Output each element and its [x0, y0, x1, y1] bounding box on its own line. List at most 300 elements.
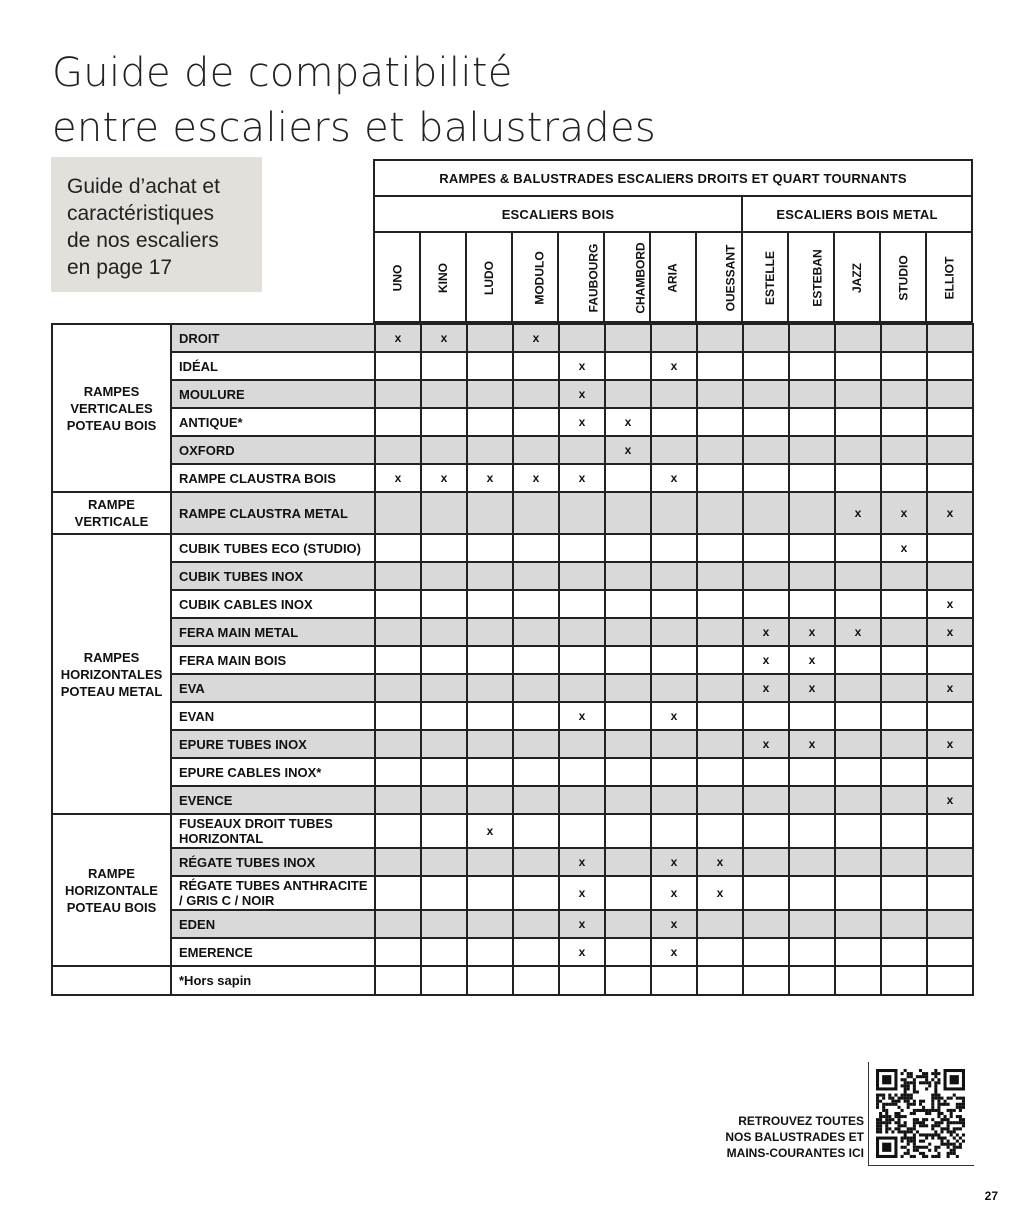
compatibility-cell	[927, 408, 973, 436]
compatibility-cell	[421, 702, 467, 730]
compatibility-cell	[375, 758, 421, 786]
column-header-label: ESTEBAN	[810, 248, 825, 307]
column-header-table	[373, 159, 973, 323]
header-group-metal: ESCALIERS BOIS METAL	[742, 196, 972, 232]
guide-line: de nos escaliers	[67, 229, 219, 252]
compatibility-cell	[375, 590, 421, 618]
compatibility-cell	[697, 408, 743, 436]
compatibility-cell	[605, 702, 651, 730]
compatibility-cell	[467, 938, 513, 966]
compatibility-cell	[697, 646, 743, 674]
compatibility-cell	[835, 910, 881, 938]
compatibility-cell	[651, 786, 697, 814]
compatibility-cell	[697, 464, 743, 492]
compatibility-cell	[467, 534, 513, 562]
qr-code-icon[interactable]	[876, 1069, 965, 1158]
row-label: CUBIK TUBES INOX	[171, 562, 375, 590]
compatibility-cell	[789, 380, 835, 408]
compatibility-cell	[513, 786, 559, 814]
compatibility-cell	[421, 848, 467, 876]
table-row	[52, 702, 973, 730]
compatibility-cell	[835, 848, 881, 876]
compatibility-cell	[605, 730, 651, 758]
compatibility-cell: x	[651, 910, 697, 938]
compatibility-cell	[789, 562, 835, 590]
compatibility-cell	[513, 380, 559, 408]
compatibility-cell	[467, 730, 513, 758]
compatibility-cell	[743, 408, 789, 436]
compatibility-cell: x	[559, 910, 605, 938]
compatibility-cell	[697, 702, 743, 730]
column-header-label: OUESSANT	[723, 244, 738, 311]
footnote-row	[52, 966, 973, 995]
compatibility-cell	[421, 380, 467, 408]
column-header-label: ELLIOT	[942, 256, 957, 299]
compatibility-cell	[743, 534, 789, 562]
empty-cell	[605, 966, 651, 995]
compatibility-cell	[605, 492, 651, 534]
table-row	[52, 730, 973, 758]
empty-cell	[375, 966, 421, 995]
compatibility-cell: x	[927, 618, 973, 646]
empty-cell	[927, 966, 973, 995]
compatibility-cell: x	[789, 618, 835, 646]
compatibility-cell	[789, 352, 835, 380]
qr-caption-line: MAINS-COURANTES ICI	[726, 1146, 864, 1160]
compatibility-cell	[375, 674, 421, 702]
compatibility-cell	[881, 562, 927, 590]
compatibility-cell	[421, 938, 467, 966]
compatibility-cell	[743, 492, 789, 534]
compatibility-cell	[467, 590, 513, 618]
compatibility-cell	[605, 352, 651, 380]
column-header	[742, 232, 788, 322]
compatibility-cell	[421, 408, 467, 436]
compatibility-cell	[375, 730, 421, 758]
column-header	[880, 232, 926, 322]
compatibility-cell: x	[375, 324, 421, 352]
compatibility-cell	[421, 730, 467, 758]
compatibility-cell	[513, 492, 559, 534]
column-header-label: LUDO	[482, 260, 496, 295]
compatibility-cell	[513, 848, 559, 876]
compatibility-cell: x	[559, 352, 605, 380]
compatibility-cell	[651, 814, 697, 848]
compatibility-cell	[927, 758, 973, 786]
compatibility-cell	[835, 876, 881, 910]
compatibility-cell	[467, 380, 513, 408]
compatibility-cell	[559, 590, 605, 618]
compatibility-cell: x	[651, 702, 697, 730]
row-label: EVAN	[171, 702, 375, 730]
compatibility-cell	[421, 876, 467, 910]
compatibility-cell	[835, 380, 881, 408]
compatibility-cell	[881, 814, 927, 848]
compatibility-cell	[605, 814, 651, 848]
compatibility-cell	[513, 534, 559, 562]
compatibility-cell	[697, 380, 743, 408]
compatibility-cell	[835, 352, 881, 380]
compatibility-cell	[467, 408, 513, 436]
group-label: RAMPE VERTICALE	[52, 492, 171, 534]
compatibility-cell	[605, 464, 651, 492]
compatibility-cell: x	[927, 492, 973, 534]
compatibility-cell	[467, 436, 513, 464]
compatibility-cell	[697, 814, 743, 848]
compatibility-cell	[881, 730, 927, 758]
column-header	[604, 232, 650, 322]
table-row	[52, 786, 973, 814]
title-line-2: entre escaliers et balustrades	[52, 105, 657, 151]
compatibility-cell	[835, 324, 881, 352]
compatibility-cell	[881, 674, 927, 702]
table-row	[52, 534, 973, 562]
compatibility-cell	[513, 562, 559, 590]
compatibility-cell: x	[605, 408, 651, 436]
qr-code-block[interactable]	[868, 1062, 974, 1166]
compatibility-cell: x	[559, 938, 605, 966]
header-main: RAMPES & BALUSTRADES ESCALIERS DROITS ET QUART TOURNANTS	[374, 160, 972, 196]
compatibility-cell: x	[697, 848, 743, 876]
empty-cell	[697, 966, 743, 995]
compatibility-cell	[743, 848, 789, 876]
compatibility-cell	[651, 492, 697, 534]
guide-callout	[51, 157, 262, 292]
compatibility-cell	[375, 876, 421, 910]
compatibility-cell: x	[513, 324, 559, 352]
guide-line: Guide d’achat et	[67, 175, 220, 198]
compatibility-cell	[697, 352, 743, 380]
guide-line: caractéristiques	[67, 202, 215, 225]
compatibility-cell	[697, 492, 743, 534]
compatibility-cell: x	[651, 352, 697, 380]
compatibility-cell	[605, 646, 651, 674]
table-row	[52, 352, 973, 380]
compatibility-cell	[375, 910, 421, 938]
compatibility-cell	[559, 324, 605, 352]
compatibility-cell: x	[467, 814, 513, 848]
compatibility-cell	[835, 938, 881, 966]
compatibility-cell	[513, 758, 559, 786]
compatibility-cell	[927, 324, 973, 352]
compatibility-cell: x	[651, 938, 697, 966]
compatibility-cell	[513, 876, 559, 910]
compatibility-cell	[513, 352, 559, 380]
compatibility-cell	[513, 814, 559, 848]
compatibility-cell	[697, 618, 743, 646]
compatibility-cell	[605, 848, 651, 876]
compatibility-cell	[881, 324, 927, 352]
compatibility-cell	[927, 848, 973, 876]
compatibility-cell	[559, 730, 605, 758]
compatibility-cell	[421, 910, 467, 938]
compatibility-cell	[513, 938, 559, 966]
compatibility-cell	[881, 618, 927, 646]
compatibility-cell	[467, 910, 513, 938]
compatibility-cell	[927, 562, 973, 590]
compatibility-cell: x	[743, 674, 789, 702]
group-label: RAMPES HORIZONTALES POTEAU METAL	[52, 534, 171, 814]
compatibility-cell	[881, 646, 927, 674]
column-header-label: ARIA	[666, 262, 680, 293]
table-row	[52, 380, 973, 408]
compatibility-cell	[881, 464, 927, 492]
compatibility-cell	[743, 910, 789, 938]
compatibility-cell	[421, 436, 467, 464]
compatibility-cell	[375, 492, 421, 534]
table-row	[52, 674, 973, 702]
table-row	[52, 492, 973, 534]
compatibility-cell	[651, 758, 697, 786]
compatibility-cell	[789, 492, 835, 534]
compatibility-cell	[467, 492, 513, 534]
page-title	[52, 46, 656, 156]
compatibility-cell	[651, 618, 697, 646]
column-header-label: CHAMBORD	[633, 241, 648, 314]
compatibility-cell	[881, 910, 927, 938]
row-label: DROIT	[171, 324, 375, 352]
compatibility-cell	[927, 646, 973, 674]
compatibility-cell	[881, 702, 927, 730]
group-label: RAMPES VERTICALES POTEAU BOIS	[52, 324, 171, 492]
compatibility-cell	[513, 436, 559, 464]
compatibility-cell: x	[651, 876, 697, 910]
compatibility-cell	[375, 562, 421, 590]
compatibility-cell	[375, 848, 421, 876]
compatibility-cell	[789, 436, 835, 464]
empty-cell	[881, 966, 927, 995]
compatibility-cell	[513, 702, 559, 730]
row-label: RÉGATE TUBES INOX	[171, 848, 375, 876]
column-header	[420, 232, 466, 322]
row-label: MOULURE	[171, 380, 375, 408]
compatibility-cell	[467, 646, 513, 674]
compatibility-cell	[789, 876, 835, 910]
table-row	[52, 464, 973, 492]
column-header	[788, 232, 834, 322]
table-row	[52, 324, 973, 352]
row-label: RAMPE CLAUSTRA BOIS	[171, 464, 375, 492]
compatibility-cell: x	[743, 646, 789, 674]
compatibility-cell: x	[559, 408, 605, 436]
empty-cell	[467, 966, 513, 995]
compatibility-cell	[743, 758, 789, 786]
compatibility-cell: x	[835, 492, 881, 534]
column-header	[512, 232, 558, 322]
compatibility-cell	[697, 730, 743, 758]
compatibility-cell	[881, 848, 927, 876]
compatibility-cell	[605, 562, 651, 590]
compatibility-cell	[927, 876, 973, 910]
row-label: IDÉAL	[171, 352, 375, 380]
compatibility-cell	[789, 814, 835, 848]
row-label: FERA MAIN BOIS	[171, 646, 375, 674]
compatibility-cell	[559, 534, 605, 562]
compatibility-cell: x	[421, 324, 467, 352]
compatibility-cell	[881, 408, 927, 436]
compatibility-cell	[835, 730, 881, 758]
compatibility-cell	[651, 408, 697, 436]
compatibility-cell	[835, 534, 881, 562]
compatibility-cell: x	[789, 674, 835, 702]
compatibility-cell	[743, 938, 789, 966]
compatibility-cell: x	[835, 618, 881, 646]
compatibility-cell	[927, 938, 973, 966]
compatibility-cell	[835, 646, 881, 674]
table-row	[52, 646, 973, 674]
compatibility-cell: x	[789, 730, 835, 758]
table-row	[52, 876, 973, 910]
compatibility-cell	[697, 562, 743, 590]
compatibility-cell	[835, 814, 881, 848]
compatibility-cell	[421, 562, 467, 590]
compatibility-cell	[697, 758, 743, 786]
page-number: 27	[984, 1189, 998, 1203]
compatibility-cell	[513, 646, 559, 674]
compatibility-cell	[605, 786, 651, 814]
compatibility-cell	[467, 352, 513, 380]
compatibility-cell: x	[559, 464, 605, 492]
row-label: OXFORD	[171, 436, 375, 464]
row-label: EDEN	[171, 910, 375, 938]
compatibility-cell	[789, 590, 835, 618]
compatibility-cell: x	[697, 876, 743, 910]
compatibility-cell: x	[927, 590, 973, 618]
compatibility-cell	[375, 938, 421, 966]
compatibility-cell: x	[789, 646, 835, 674]
compatibility-cell	[881, 938, 927, 966]
compatibility-cell: x	[927, 674, 973, 702]
column-header-label: MODULO	[532, 250, 547, 305]
guide-line: en page 17	[67, 256, 173, 279]
compatibility-cell	[605, 876, 651, 910]
empty-cell	[421, 966, 467, 995]
compatibility-cell	[605, 674, 651, 702]
qr-caption	[725, 1113, 864, 1161]
compatibility-cell	[559, 436, 605, 464]
compatibility-cell	[789, 786, 835, 814]
compatibility-cell	[789, 324, 835, 352]
compatibility-cell	[927, 380, 973, 408]
compatibility-cell	[375, 646, 421, 674]
compatibility-cell	[835, 436, 881, 464]
compatibility-cell	[559, 786, 605, 814]
compatibility-cell	[467, 618, 513, 646]
empty-cell	[651, 966, 697, 995]
compatibility-cell	[743, 702, 789, 730]
compatibility-cell	[743, 876, 789, 910]
qr-caption-line: RETROUVEZ TOUTES	[738, 1114, 864, 1128]
compatibility-cell	[697, 674, 743, 702]
compatibility-cell	[743, 562, 789, 590]
compatibility-cell	[789, 408, 835, 436]
compatibility-cell	[927, 352, 973, 380]
compatibility-cell: x	[881, 534, 927, 562]
compatibility-cell	[467, 848, 513, 876]
compatibility-cell	[467, 702, 513, 730]
title-line-1: Guide de compatibilité	[52, 50, 513, 96]
column-header-label: STUDIO	[896, 254, 911, 301]
compatibility-cell	[513, 730, 559, 758]
compatibility-cell	[375, 534, 421, 562]
group-label: RAMPE HORIZONTALE POTEAU BOIS	[52, 814, 171, 966]
compatibility-cell	[881, 786, 927, 814]
column-header	[834, 232, 880, 322]
compatibility-cell	[651, 674, 697, 702]
compatibility-cell	[605, 758, 651, 786]
compatibility-cell	[559, 492, 605, 534]
compatibility-cell	[651, 534, 697, 562]
compatibility-cell	[421, 352, 467, 380]
footnote-empty	[52, 966, 171, 995]
row-label: FUSEAUX DROIT TUBES HORIZONTAL	[171, 814, 375, 848]
compatibility-cell	[789, 534, 835, 562]
compatibility-cell: x	[927, 786, 973, 814]
compatibility-cell	[467, 674, 513, 702]
compatibility-cell	[697, 324, 743, 352]
compatibility-cell	[467, 758, 513, 786]
compatibility-cell: x	[651, 464, 697, 492]
compatibility-cell: x	[743, 618, 789, 646]
compatibility-cell	[559, 562, 605, 590]
compatibility-cell	[651, 646, 697, 674]
compatibility-cell: x	[605, 436, 651, 464]
compatibility-cell	[375, 814, 421, 848]
compatibility-cell	[881, 436, 927, 464]
compatibility-cell	[467, 786, 513, 814]
header-group-bois: ESCALIERS BOIS	[374, 196, 742, 232]
compatibility-cell	[559, 814, 605, 848]
compatibility-cell	[743, 464, 789, 492]
table-row	[52, 910, 973, 938]
compatibility-cell	[835, 464, 881, 492]
compatibility-cell: x	[467, 464, 513, 492]
compatibility-cell	[743, 352, 789, 380]
compatibility-cell: x	[421, 464, 467, 492]
compatibility-cell	[927, 464, 973, 492]
compatibility-cell	[835, 408, 881, 436]
column-header-label: JAZZ	[850, 262, 864, 293]
row-label: CUBIK CABLES INOX	[171, 590, 375, 618]
compatibility-cell	[605, 910, 651, 938]
column-header-label: FAUBOURG	[586, 243, 601, 312]
compatibility-cell	[651, 436, 697, 464]
compatibility-cell	[789, 848, 835, 876]
compatibility-cell	[881, 352, 927, 380]
compatibility-cell	[605, 534, 651, 562]
column-header	[650, 232, 696, 322]
row-label: FERA MAIN METAL	[171, 618, 375, 646]
empty-cell	[789, 966, 835, 995]
compatibility-cell	[697, 910, 743, 938]
compatibility-cell	[605, 618, 651, 646]
compatibility-cell	[559, 674, 605, 702]
compatibility-cell	[835, 786, 881, 814]
compatibility-cell	[513, 408, 559, 436]
row-label: CUBIK TUBES ECO (STUDIO)	[171, 534, 375, 562]
compatibility-cell	[743, 324, 789, 352]
compatibility-cell	[513, 590, 559, 618]
compatibility-cell	[513, 618, 559, 646]
compatibility-cell	[467, 562, 513, 590]
compatibility-cell	[421, 618, 467, 646]
table-row	[52, 408, 973, 436]
table-row	[52, 618, 973, 646]
row-label: EPURE CABLES INOX*	[171, 758, 375, 786]
compatibility-cell	[881, 380, 927, 408]
compatibility-cell: x	[881, 492, 927, 534]
compatibility-cell	[743, 814, 789, 848]
